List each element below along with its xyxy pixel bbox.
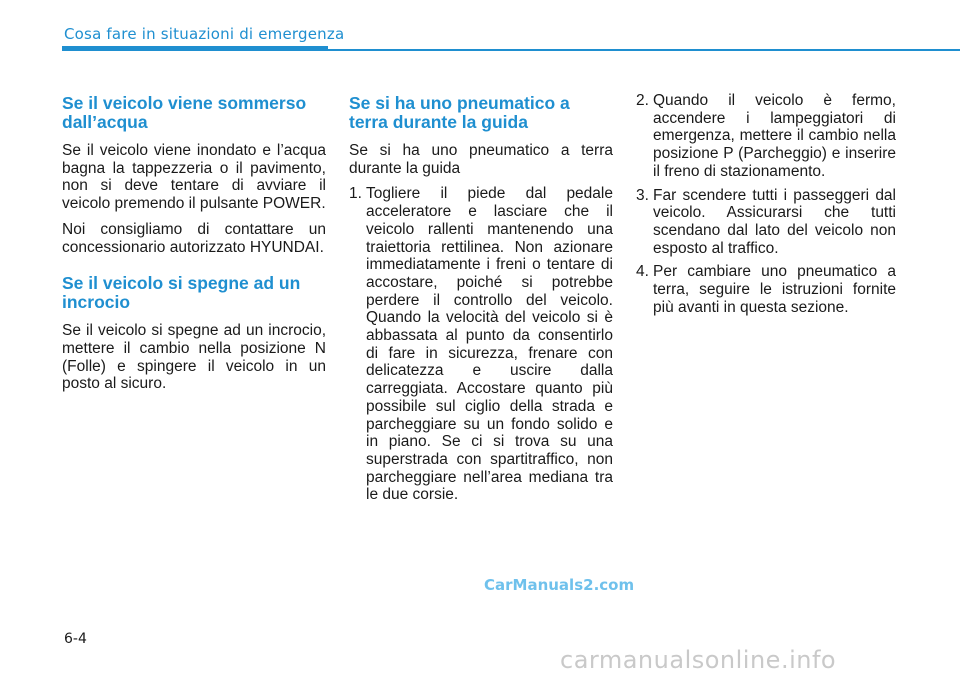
step-number: 2.	[636, 92, 649, 109]
paragraph-flooded-1: Se il veicolo viene inondato e l’acqua bagna la tappezzeria o il pavimento, non si deve tentare di avviare il veicolo premendo il pulsante POWER.	[62, 142, 326, 213]
step-text: Quando il veicolo è fermo, accendere i lampeggiatori di emergenza, mettere il cambio nella posizione P (Parcheggio) e inserire il freno di stazionamento.	[653, 92, 896, 180]
watermark-link[interactable]: CarManuals2.com	[484, 576, 635, 594]
header-rule-thick	[62, 46, 328, 51]
header-rule-thin	[328, 49, 960, 51]
step-text: Togliere il piede dal pedale acceleratore e lasciare che il veicolo rallenti mantenendo una traiettoria rettilinea. Non azionare immediatamente i freni o tentare di accostare, poiché si potrebbe perdere il controllo del veicolo. Quando la velocità del veicolo si è abbassata al punto da consentirlo di fare in sicurezza, frenare con delicatezza e uscire dalla carreggiata. Accostare quanto più possibile sul ciglio della strada e parcheggiare su un fondo solido e in piano. Se ci si trova su una superstrada con spartitraffico, non parcheggiare nell’area mediana tra le due corsie.	[366, 185, 613, 504]
heading-flat-tire: Se si ha uno pneumatico a terra durante la guida	[349, 93, 570, 132]
paragraph-flat-tire-intro: Se si ha uno pneumatico a terra durante la guida	[349, 142, 613, 177]
list-item	[636, 263, 896, 316]
column-middle	[349, 94, 613, 510]
page-number: 6-4	[64, 631, 87, 647]
section-header-title: Cosa fare in situazioni di emergenza	[64, 25, 345, 43]
list-item	[636, 92, 896, 181]
step-number: 1.	[349, 185, 362, 203]
list-item	[636, 187, 896, 258]
footer-watermark: carmanualsonline.info	[560, 646, 837, 674]
list-item	[349, 185, 613, 504]
column-right	[636, 92, 896, 322]
flat-tire-steps-list	[349, 185, 613, 504]
step-text: Per cambiare uno pneumatico a terra, seguire le istruzioni fornite più avanti in questa sezione.	[653, 263, 896, 316]
heading-vehicle-flooded: Se il veicolo viene sommerso dall’acqua	[62, 93, 307, 132]
step-number: 3.	[636, 186, 649, 204]
step-number: 4.	[636, 263, 649, 281]
paragraph-flooded-2: Noi consigliamo di contattare un concessionario autorizzato HYUNDAI.	[62, 220, 326, 256]
paragraph-stalls-1: Se il veicolo si spegne ad un incrocio, mettere il cambio nella posizione N (Folle) e spingere il veicolo in un posto al sicuro.	[62, 322, 326, 393]
heading-vehicle-stalls: Se il veicolo si spegne ad un incrocio	[62, 273, 301, 313]
flat-tire-steps-list-continued	[636, 92, 896, 316]
column-left	[62, 94, 326, 401]
step-text: Far scendere tutti i passeggeri dal veicolo. Assicurarsi che tutti scendano dal lato del veicolo non esposto al traffico.	[653, 186, 896, 257]
